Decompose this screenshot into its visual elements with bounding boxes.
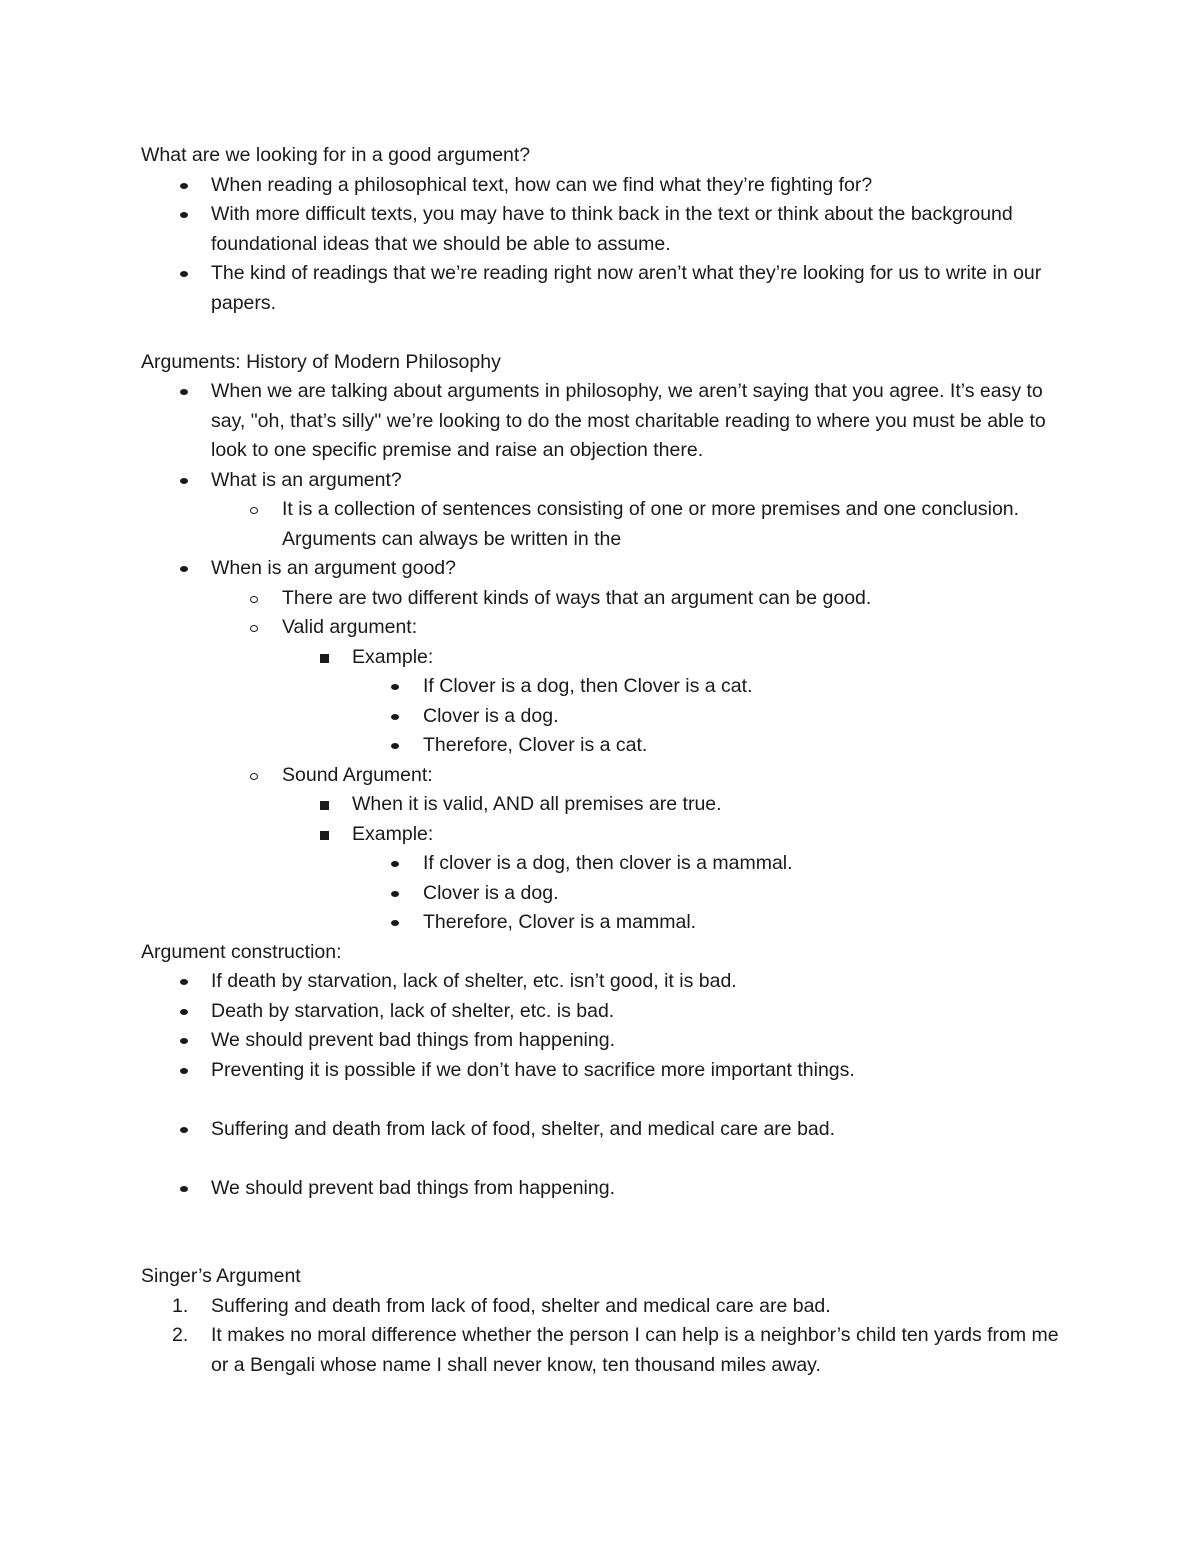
document-content	[141, 141, 1081, 1380]
bullet-disc-icon	[177, 259, 197, 289]
numbered-item	[141, 1292, 1081, 1322]
bullet-disc-icon	[388, 672, 408, 702]
bullet-disc-icon	[388, 731, 408, 761]
list-item-text: Therefore, Clover is a cat.	[423, 734, 648, 756]
bullet-disc-icon	[177, 1056, 197, 1086]
bullet-circle-icon	[247, 761, 267, 791]
list-item	[141, 584, 1081, 614]
bullet-disc-icon	[177, 1026, 197, 1056]
bullet-disc-icon	[177, 377, 197, 407]
bullet-disc-icon	[388, 908, 408, 938]
bullet-disc-icon	[177, 171, 197, 201]
list-item-text: When it is valid, AND all premises are true.	[352, 793, 722, 815]
list-item	[141, 702, 1081, 732]
bullet-disc-icon	[388, 849, 408, 879]
list-item	[141, 495, 1081, 554]
section-heading-arguments: Arguments: History of Modern Philosophy	[141, 350, 501, 373]
list-item	[141, 466, 1081, 496]
list-item	[141, 1056, 1081, 1086]
list-item-text: We should prevent bad things from happening.	[211, 1176, 615, 1199]
list-item	[141, 820, 1081, 850]
list-item	[141, 849, 1081, 879]
list-item	[141, 1174, 1081, 1204]
bullet-disc-icon	[177, 967, 197, 997]
list-item-text: If Clover is a dog, then Clover is a cat.	[423, 675, 753, 697]
list-item-text: Therefore, Clover is a mammal.	[423, 911, 697, 933]
list-item-text: Suffering and death from lack of food, shelter and medical care are bad.	[211, 1294, 831, 1317]
bullet-disc-icon	[177, 200, 197, 230]
bullet-disc-icon	[177, 997, 197, 1027]
list-item	[141, 554, 1081, 584]
list-item-text: Suffering and death from lack of food, shelter, and medical care are bad.	[211, 1117, 836, 1140]
list-item	[141, 879, 1081, 909]
list-item-text: There are two different kinds of ways that an argument can be good.	[282, 586, 872, 609]
list-item-text: Preventing it is possible if we don’t have to sacrifice more important things.	[211, 1058, 855, 1081]
list-item	[141, 171, 1081, 201]
section-heading-argument-construction: Argument construction:	[141, 940, 342, 963]
list-item	[141, 643, 1081, 673]
bullet-circle-icon	[247, 584, 267, 614]
list-item-text: Example:	[352, 645, 434, 668]
section-heading-good-argument: What are we looking for in a good argument?	[141, 144, 531, 166]
list-item	[141, 731, 1081, 761]
blank-line	[141, 318, 1081, 348]
list-item	[141, 967, 1081, 997]
list-item-text: Clover is a dog.	[423, 881, 559, 904]
list-item-text: Sound Argument:	[282, 763, 433, 786]
list-item-text: Valid argument:	[282, 616, 418, 638]
list-item-text: It is a collection of sentences consisting of one or more premises and one conclusion. Arguments can always be written in the	[282, 498, 1020, 550]
numbered-item	[141, 1321, 1081, 1380]
list-item-text: Death by starvation, lack of shelter, etc. is bad.	[211, 999, 615, 1022]
list-item	[141, 908, 1081, 938]
list-number: 1.	[172, 1294, 189, 1317]
bullet-circle-icon	[247, 495, 267, 525]
list-item-text: The kind of readings that we’re reading right now aren’t what they’re looking for us to write in our papers.	[211, 262, 1042, 314]
list-item-text: With more difficult texts, you may have to think back in the text or think about the background foundational ideas that we should be able to assume.	[211, 203, 1013, 255]
list-item-text: When reading a philosophical text, how can we find what they’re fighting for?	[211, 173, 873, 196]
list-item	[141, 613, 1081, 643]
list-item-text: If clover is a dog, then clover is a mammal.	[423, 852, 793, 874]
list-item	[141, 1115, 1081, 1145]
bullet-disc-icon	[388, 879, 408, 909]
bullet-square-icon	[317, 820, 337, 850]
list-item	[141, 1026, 1081, 1056]
blank-line	[141, 1203, 1081, 1262]
list-item-text: When we are talking about arguments in philosophy, we aren’t saying that you agree. It’s easy to say, "oh, that’s silly" we’re looking to do the most charitable reading to where you must be able to look to one specific premise and raise an objection there.	[211, 380, 1046, 461]
bullet-disc-icon	[388, 702, 408, 732]
blank-line	[141, 1144, 1081, 1174]
list-item	[141, 200, 1081, 259]
list-item	[141, 790, 1081, 820]
bullet-square-icon	[317, 643, 337, 673]
list-item-text: Example:	[352, 822, 434, 845]
list-item	[141, 761, 1081, 791]
bullet-square-icon	[317, 790, 337, 820]
list-number: 2.	[172, 1324, 189, 1346]
section-heading-singers-argument: Singer’s Argument	[141, 1265, 301, 1287]
list-item-text: What is an argument?	[211, 468, 402, 491]
list-item-text: When is an argument good?	[211, 557, 456, 579]
blank-line	[141, 1085, 1081, 1115]
bullet-circle-icon	[247, 613, 267, 643]
list-item	[141, 259, 1081, 318]
bullet-disc-icon	[177, 1174, 197, 1204]
list-item-text: If death by starvation, lack of shelter, etc. isn’t good, it is bad.	[211, 970, 737, 992]
list-item-text: We should prevent bad things from happening.	[211, 1029, 615, 1051]
bullet-disc-icon	[177, 554, 197, 584]
list-item-text: Clover is a dog.	[423, 704, 559, 727]
list-item	[141, 377, 1081, 466]
list-item	[141, 997, 1081, 1027]
bullet-disc-icon	[177, 1115, 197, 1145]
list-item-text: It makes no moral difference whether the person I can help is a neighbor’s child ten yards from me or a Bengali whose name I shall never know, ten thousand miles away.	[211, 1324, 1059, 1376]
list-item	[141, 672, 1081, 702]
bullet-disc-icon	[177, 466, 197, 496]
